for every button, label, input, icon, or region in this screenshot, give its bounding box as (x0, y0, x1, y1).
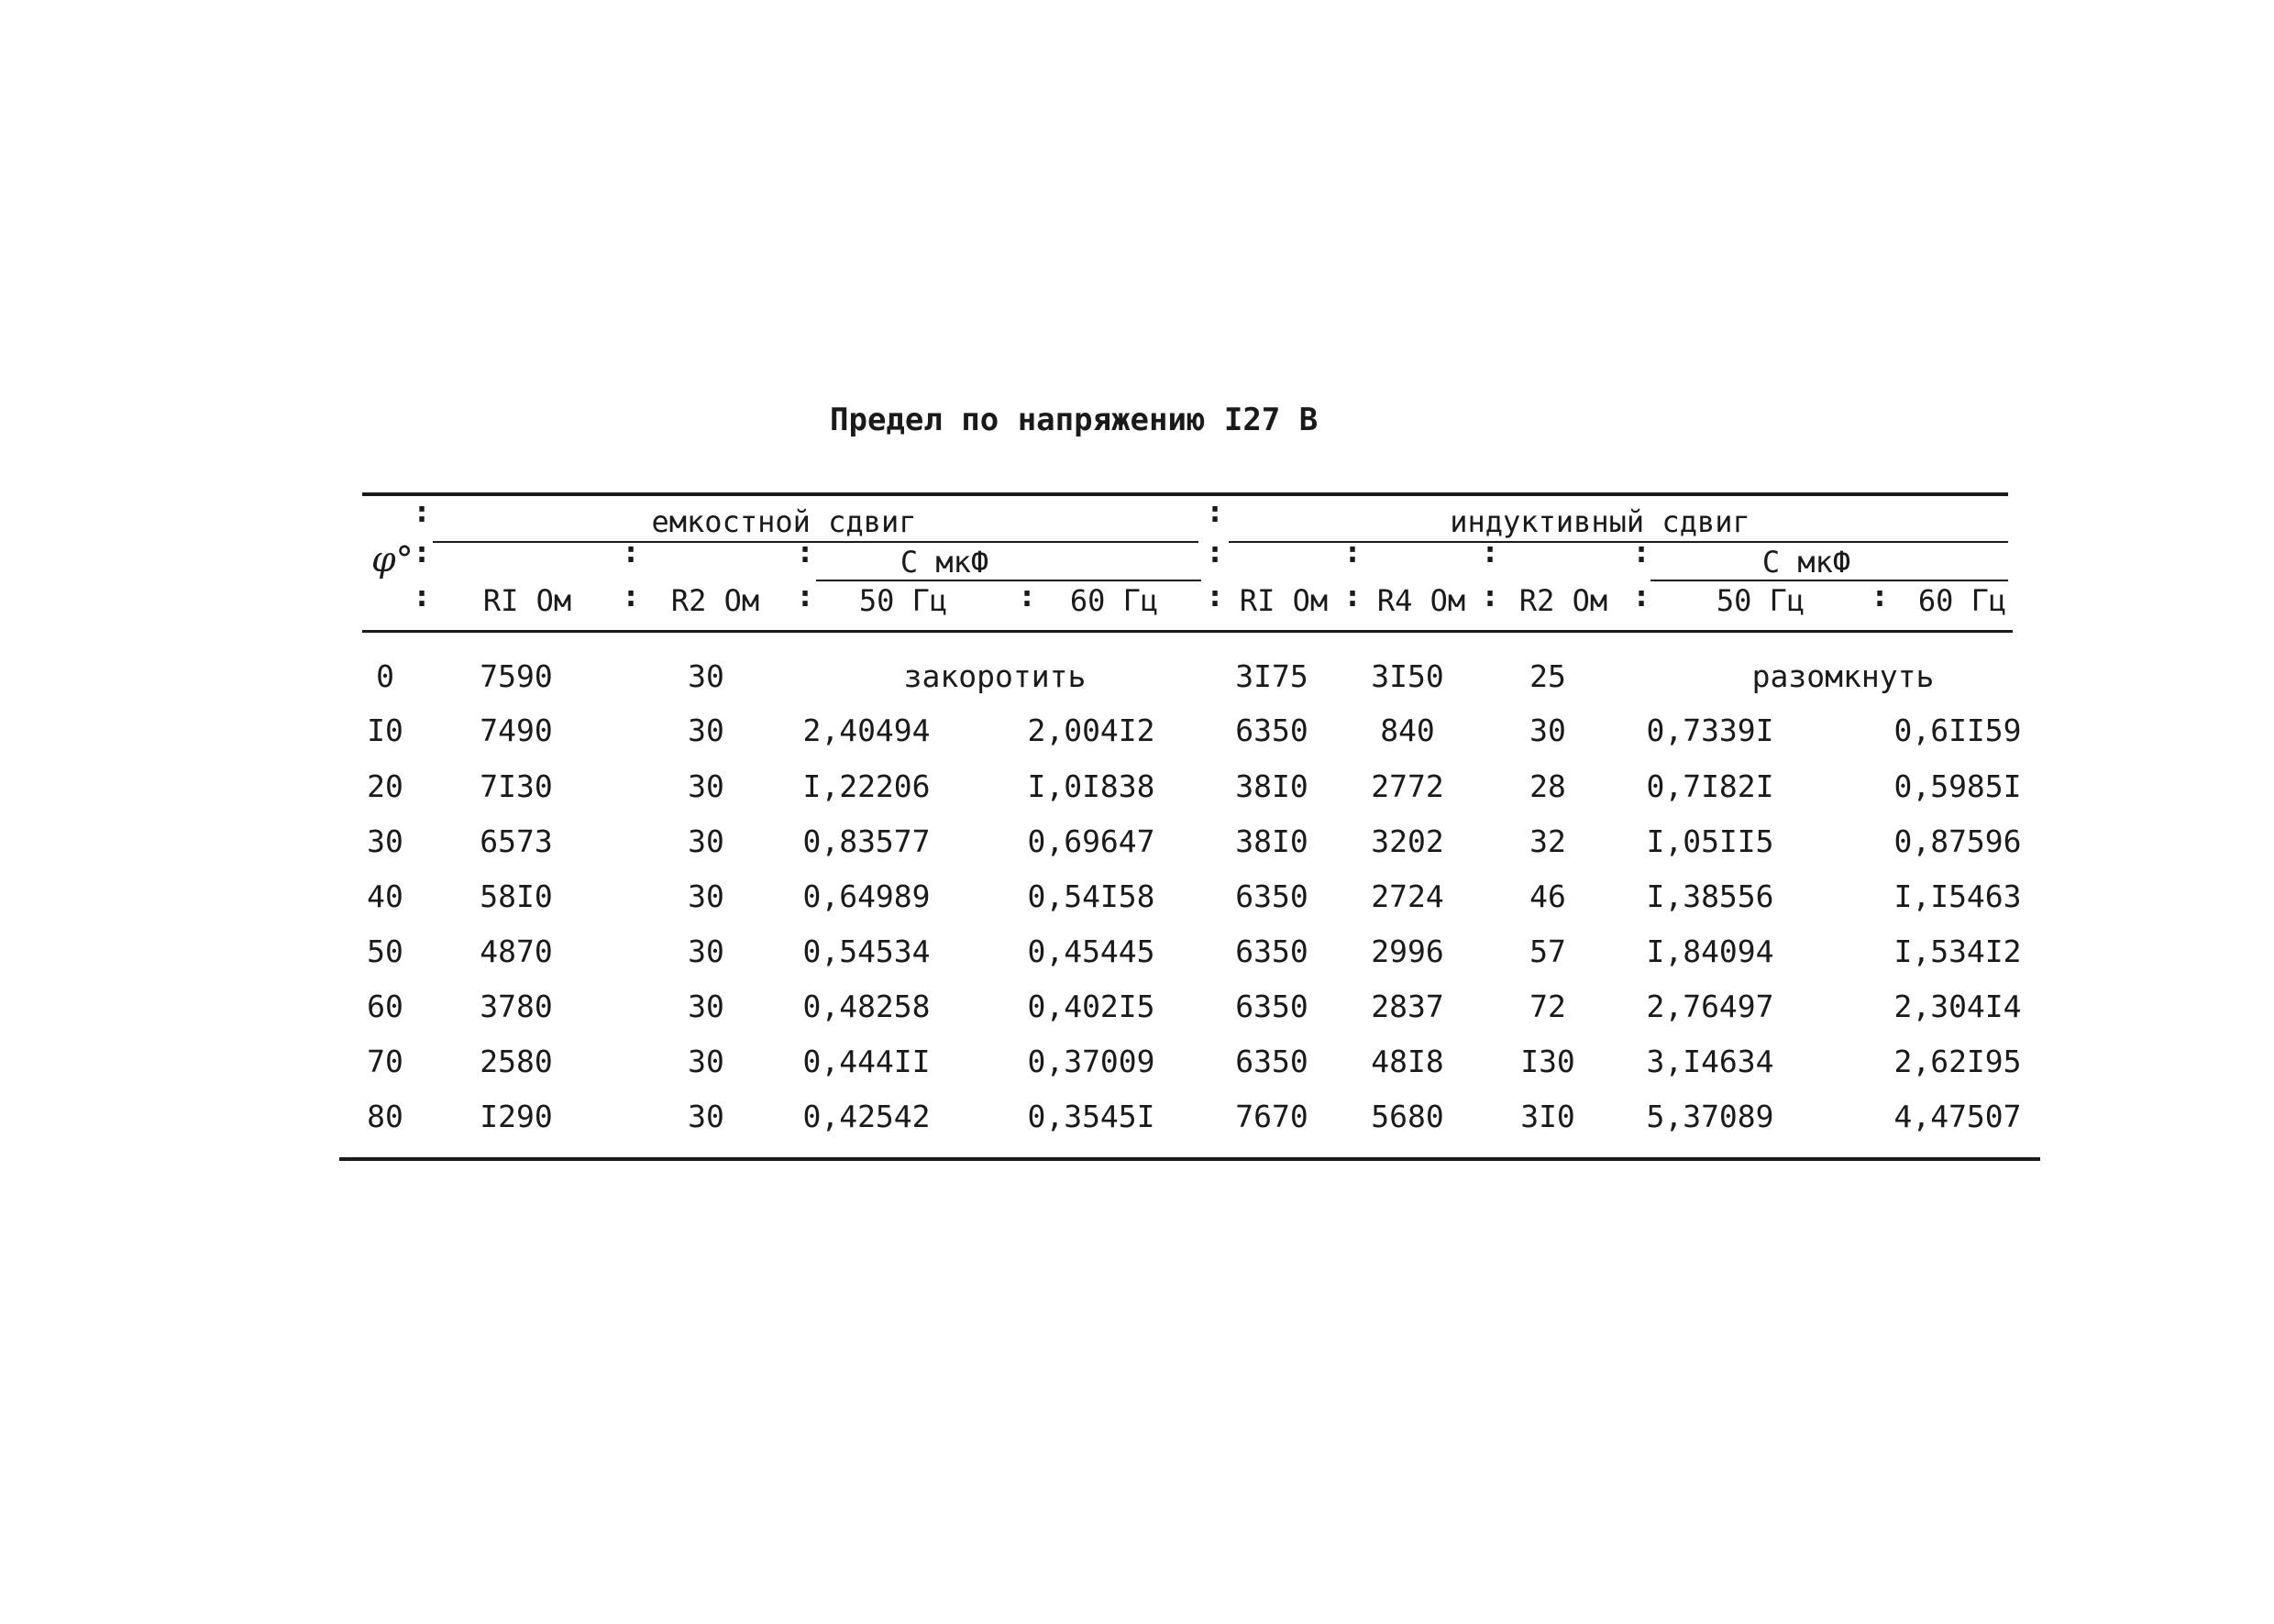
cell-ind-r4: 2996 (1371, 934, 1444, 969)
cell-cap-r1: 2580 (480, 1044, 553, 1079)
cell-cap-60: I,0I838 (1027, 768, 1155, 804)
cell-cap-r2: 30 (688, 1099, 724, 1134)
cell-ind-r4: 5680 (1371, 1099, 1444, 1134)
cell-ind-60: 0,6II59 (1893, 713, 2022, 748)
cell-cap-r1: 58I0 (480, 878, 553, 914)
cell-ind-r4: 840 (1380, 713, 1435, 748)
cell-ind-r4: 3202 (1371, 823, 1444, 859)
table-row (0, 823, 2274, 869)
header-separator: : (1871, 578, 1889, 613)
cell-cap-50: 0,54534 (802, 934, 931, 969)
cell-cap-60: 0,3545I (1027, 1099, 1155, 1134)
cell-ind-50: 0,7I82I (1646, 768, 1774, 804)
cell-cap-r2: 30 (688, 658, 724, 694)
header-separator: : (1343, 534, 1362, 569)
header-separator: : (1018, 578, 1036, 613)
cap-c-label: С мкФ (900, 545, 989, 580)
cell-phi: I0 (367, 713, 403, 748)
cell-ind-50: 0,7339I (1646, 713, 1774, 748)
cell-cap-60: 0,69647 (1027, 823, 1155, 859)
cell-ind-merged: разомкнуть (1751, 658, 1935, 694)
cell-cap-60: 0,37009 (1027, 1044, 1155, 1079)
table-row (0, 989, 2274, 1034)
cell-ind-60: 0,87596 (1893, 823, 2022, 859)
column-header-cap-r2: R2 Ом (670, 583, 760, 618)
column-header-ind-50hz: 50 Гц (1716, 583, 1805, 618)
cell-ind-r4: 2724 (1371, 878, 1444, 914)
cell-ind-50: 3,I4634 (1646, 1044, 1774, 1079)
table-row (0, 768, 2274, 814)
group-capacitive-underline (433, 541, 1198, 543)
group-capacitive-label: емкостной сдвиг (651, 504, 917, 539)
table-row (0, 934, 2274, 979)
cell-cap-r1: 7590 (480, 658, 553, 694)
cell-ind-r2: 72 (1529, 989, 1566, 1024)
cell-cap-50: 0,48258 (802, 989, 931, 1024)
column-header-cap-50hz: 50 Гц (858, 583, 948, 618)
table-bottom-rule (339, 1157, 2040, 1161)
cell-ind-50: I,84094 (1646, 934, 1774, 969)
table-row (0, 1044, 2274, 1089)
ind-c-label: С мкФ (1761, 545, 1851, 580)
cell-ind-r2: 32 (1529, 823, 1566, 859)
cell-phi: 20 (367, 768, 403, 804)
header-separator: : (1481, 578, 1499, 613)
cell-cap-60: 0,45445 (1027, 934, 1155, 969)
cell-ind-r1: 38I0 (1235, 823, 1308, 859)
cell-cap-r2: 30 (688, 934, 724, 969)
column-header-ind-r4: R4 Ом (1376, 583, 1466, 618)
cell-ind-60: I,534I2 (1893, 934, 2022, 969)
cell-phi: 80 (367, 1099, 403, 1134)
header-separator: : (1206, 534, 1224, 569)
cell-phi: 0 (376, 658, 394, 694)
cell-cap-60: 0,402I5 (1027, 989, 1155, 1024)
header-separator: : (1343, 578, 1362, 613)
page-title: Предел по напряжению I27 В (830, 402, 1319, 438)
cell-ind-r2: 3I0 (1520, 1099, 1575, 1134)
cell-cap-r1: 6573 (480, 823, 553, 859)
header-separator: : (413, 578, 431, 613)
cell-phi: 50 (367, 934, 403, 969)
cell-cap-r2: 30 (688, 713, 724, 748)
header-separator: : (1206, 578, 1224, 613)
cell-ind-60: 0,5985I (1893, 768, 2022, 804)
cell-cap-50: 2,40494 (802, 713, 931, 748)
header-separator: : (413, 493, 431, 529)
cell-phi: 60 (367, 989, 403, 1024)
cell-cap-50: 0,444II (802, 1044, 931, 1079)
table-row (0, 1099, 2274, 1144)
cell-ind-50: 2,76497 (1646, 989, 1774, 1024)
cell-ind-r2: 30 (1529, 713, 1566, 748)
cell-ind-r1: 38I0 (1235, 768, 1308, 804)
table-top-rule (362, 492, 2008, 496)
cell-ind-r1: 6350 (1235, 713, 1308, 748)
cell-ind-r1: 6350 (1235, 989, 1308, 1024)
column-header-cap-60hz: 60 Гц (1069, 583, 1159, 618)
cell-ind-60: I,I5463 (1893, 878, 2022, 914)
cell-ind-r1: 6350 (1235, 878, 1308, 914)
cell-ind-r2: 57 (1529, 934, 1566, 969)
cell-ind-r4: 2837 (1371, 989, 1444, 1024)
header-separator: : (622, 534, 640, 569)
cell-ind-r1: 6350 (1235, 934, 1308, 969)
table-row (0, 878, 2274, 924)
cell-phi: 70 (367, 1044, 403, 1079)
header-separator: : (1481, 534, 1499, 569)
cell-ind-r4: 3I50 (1371, 658, 1444, 694)
column-header-ind-r1: RI Ом (1239, 583, 1329, 618)
cell-cap-r1: I290 (480, 1099, 553, 1134)
header-separator: : (1206, 493, 1224, 529)
cell-ind-50: I,05II5 (1646, 823, 1774, 859)
cell-ind-60: 4,47507 (1893, 1099, 2022, 1134)
cell-ind-50: I,38556 (1646, 878, 1774, 914)
cell-cap-r1: 4870 (480, 934, 553, 969)
cell-cap-r2: 30 (688, 989, 724, 1024)
header-bottom-rule (362, 630, 2013, 633)
cell-cap-60: 0,54I58 (1027, 878, 1155, 914)
cell-cap-r2: 30 (688, 768, 724, 804)
column-header-ind-60hz: 60 Гц (1917, 583, 2007, 618)
column-header-cap-r1: RI Ом (482, 583, 572, 618)
header-separator: : (1632, 578, 1650, 613)
cell-cap-r2: 30 (688, 878, 724, 914)
cell-ind-r2: 25 (1529, 658, 1566, 694)
header-separator: : (413, 534, 431, 569)
cell-phi: 40 (367, 878, 403, 914)
cell-cap-50: 0,64989 (802, 878, 931, 914)
cell-ind-r1: 6350 (1235, 1044, 1308, 1079)
cell-ind-r4: 48I8 (1371, 1044, 1444, 1079)
header-separator: : (622, 578, 640, 613)
cell-ind-r1: 3I75 (1235, 658, 1308, 694)
cell-ind-50: 5,37089 (1646, 1099, 1774, 1134)
cell-phi: 30 (367, 823, 403, 859)
cell-ind-r1: 7670 (1235, 1099, 1308, 1134)
cell-cap-r2: 30 (688, 1044, 724, 1079)
cell-cap-50: 0,83577 (802, 823, 931, 859)
group-inductive-label: индуктивный сдвиг (1450, 504, 1750, 539)
cell-ind-r4: 2772 (1371, 768, 1444, 804)
ind-c-underline (1650, 580, 2008, 581)
cap-c-underline (816, 580, 1201, 581)
cell-cap-50: I,22206 (802, 768, 931, 804)
header-separator: : (796, 534, 814, 569)
cell-ind-r2: 28 (1529, 768, 1566, 804)
cell-cap-r1: 7I30 (480, 768, 553, 804)
cell-cap-r1: 7490 (480, 713, 553, 748)
cell-cap-60: 2,004I2 (1027, 713, 1155, 748)
cell-ind-r2: I30 (1520, 1044, 1575, 1079)
cell-cap-merged: закоротить (903, 658, 1087, 694)
cell-ind-60: 2,304I4 (1893, 989, 2022, 1024)
cell-cap-50: 0,42542 (802, 1099, 931, 1134)
cell-cap-r1: 3780 (480, 989, 553, 1024)
header-separator: : (796, 578, 814, 613)
table-row (0, 658, 2274, 704)
table-row (0, 713, 2274, 758)
header-separator: : (1632, 534, 1650, 569)
cell-cap-r2: 30 (688, 823, 724, 859)
cell-ind-r2: 46 (1529, 878, 1566, 914)
cell-ind-60: 2,62I95 (1893, 1044, 2022, 1079)
phi-label: φ° (371, 539, 414, 580)
column-header-ind-r2: R2 Ом (1518, 583, 1608, 618)
